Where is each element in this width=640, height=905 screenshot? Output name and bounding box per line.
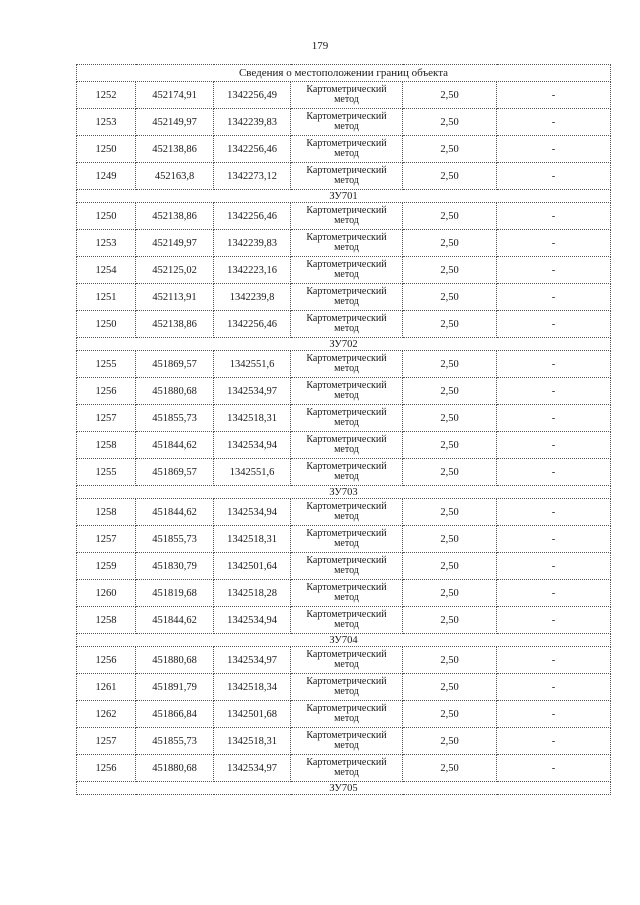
note-cell: - (497, 755, 611, 782)
method-line-1: Картометрический (306, 138, 387, 149)
y-coordinate-cell: 1342239,83 (214, 109, 291, 136)
method-line-2: метод (334, 363, 359, 374)
accuracy-cell: 2,50 (403, 109, 497, 136)
method-line-2: метод (334, 740, 359, 751)
accuracy-cell: 2,50 (403, 499, 497, 526)
method-line-1: Картометрический (306, 434, 387, 445)
note-cell: - (497, 647, 611, 674)
accuracy-cell: 2,50 (403, 311, 497, 338)
accuracy-cell: 2,50 (403, 459, 497, 486)
note-cell: - (497, 109, 611, 136)
note-cell: - (497, 230, 611, 257)
method-cell (291, 163, 403, 190)
y-coordinate-cell: 1342256,46 (214, 136, 291, 163)
note-cell: - (497, 432, 611, 459)
point-number-cell: 1256 (77, 378, 136, 405)
table-row (77, 755, 611, 782)
x-coordinate-cell: 452163,8 (136, 163, 214, 190)
y-coordinate-cell: 1342256,49 (214, 82, 291, 109)
method-cell (291, 284, 403, 311)
method-line-2: метод (334, 417, 359, 428)
x-coordinate-cell: 451880,68 (136, 378, 214, 405)
point-number-cell: 1259 (77, 553, 136, 580)
method-line-2: метод (334, 175, 359, 186)
note-cell: - (497, 311, 611, 338)
table-row (77, 311, 611, 338)
y-coordinate-cell: 1342518,34 (214, 674, 291, 701)
table-row (77, 526, 611, 553)
point-number-cell: 1260 (77, 580, 136, 607)
table-row (77, 163, 611, 190)
note-cell: - (497, 405, 611, 432)
note-cell: - (497, 607, 611, 634)
method-line-2: метод (334, 296, 359, 307)
zone-label: ЗУ705 (77, 782, 611, 795)
method-line-1: Картометрический (306, 380, 387, 391)
point-number-cell: 1250 (77, 311, 136, 338)
method-line-2: метод (334, 323, 359, 334)
method-cell (291, 257, 403, 284)
y-coordinate-cell: 1342551,6 (214, 351, 291, 378)
note-cell: - (497, 553, 611, 580)
note-cell: - (497, 378, 611, 405)
table-row (77, 203, 611, 230)
method-cell (291, 580, 403, 607)
y-coordinate-cell: 1342518,31 (214, 728, 291, 755)
method-line-2: метод (334, 269, 359, 280)
method-cell (291, 647, 403, 674)
note-cell: - (497, 163, 611, 190)
table-row (77, 351, 611, 378)
method-line-1: Картометрический (306, 703, 387, 714)
y-coordinate-cell: 1342534,94 (214, 432, 291, 459)
accuracy-cell: 2,50 (403, 728, 497, 755)
note-cell: - (497, 526, 611, 553)
x-coordinate-cell: 452138,86 (136, 311, 214, 338)
method-line-2: метод (334, 94, 359, 105)
method-line-1: Картометрический (306, 757, 387, 768)
method-line-1: Картометрический (306, 84, 387, 95)
accuracy-cell: 2,50 (403, 257, 497, 284)
accuracy-cell: 2,50 (403, 136, 497, 163)
x-coordinate-cell: 452138,86 (136, 203, 214, 230)
zone-label-row (77, 190, 611, 203)
method-cell (291, 553, 403, 580)
accuracy-cell: 2,50 (403, 284, 497, 311)
note-cell: - (497, 203, 611, 230)
table-row (77, 728, 611, 755)
point-number-cell: 1255 (77, 351, 136, 378)
zone-label: ЗУ704 (77, 634, 611, 647)
method-line-1: Картометрический (306, 407, 387, 418)
method-line-2: метод (334, 538, 359, 549)
table-row (77, 647, 611, 674)
point-number-cell: 1262 (77, 701, 136, 728)
method-line-1: Картометрический (306, 676, 387, 687)
table-row (77, 109, 611, 136)
method-line-2: метод (334, 686, 359, 697)
table-row (77, 674, 611, 701)
point-number-cell: 1258 (77, 432, 136, 459)
method-line-1: Картометрический (306, 286, 387, 297)
point-number-cell: 1258 (77, 607, 136, 634)
point-number-cell: 1250 (77, 136, 136, 163)
table-title-row (77, 65, 611, 82)
method-cell (291, 459, 403, 486)
method-line-2: метод (334, 471, 359, 482)
y-coordinate-cell: 1342239,83 (214, 230, 291, 257)
x-coordinate-cell: 451819,68 (136, 580, 214, 607)
zone-label-row (77, 782, 611, 795)
note-cell: - (497, 459, 611, 486)
method-cell (291, 405, 403, 432)
method-line-1: Картометрический (306, 582, 387, 593)
point-number-cell: 1252 (77, 82, 136, 109)
accuracy-cell: 2,50 (403, 405, 497, 432)
method-cell (291, 203, 403, 230)
method-cell (291, 499, 403, 526)
accuracy-cell: 2,50 (403, 755, 497, 782)
method-line-2: метод (334, 242, 359, 253)
point-number-cell: 1257 (77, 405, 136, 432)
method-cell (291, 755, 403, 782)
x-coordinate-cell: 451869,57 (136, 459, 214, 486)
table-row (77, 432, 611, 459)
y-coordinate-cell: 1342534,97 (214, 755, 291, 782)
accuracy-cell: 2,50 (403, 163, 497, 190)
method-line-2: метод (334, 767, 359, 778)
x-coordinate-cell: 452125,02 (136, 257, 214, 284)
note-cell: - (497, 499, 611, 526)
table-row (77, 553, 611, 580)
x-coordinate-cell: 451855,73 (136, 728, 214, 755)
y-coordinate-cell: 1342256,46 (214, 203, 291, 230)
method-line-1: Картометрический (306, 232, 387, 243)
zone-label: ЗУ703 (77, 486, 611, 499)
boundary-coordinates-table (76, 64, 611, 795)
point-number-cell: 1257 (77, 728, 136, 755)
method-cell (291, 607, 403, 634)
method-line-2: метод (334, 121, 359, 132)
accuracy-cell: 2,50 (403, 378, 497, 405)
table-row (77, 82, 611, 109)
point-number-cell: 1253 (77, 109, 136, 136)
x-coordinate-cell: 451880,68 (136, 647, 214, 674)
method-line-2: метод (334, 390, 359, 401)
table-row (77, 580, 611, 607)
method-line-2: метод (334, 215, 359, 226)
method-line-2: метод (334, 511, 359, 522)
table-title: Сведения о местоположении границ объекта (77, 65, 611, 82)
accuracy-cell: 2,50 (403, 230, 497, 257)
method-cell (291, 674, 403, 701)
y-coordinate-cell: 1342223,16 (214, 257, 291, 284)
method-line-2: метод (334, 592, 359, 603)
zone-label: ЗУ702 (77, 338, 611, 351)
x-coordinate-cell: 451844,62 (136, 607, 214, 634)
method-cell (291, 432, 403, 459)
zone-label-row (77, 634, 611, 647)
table-row (77, 607, 611, 634)
point-number-cell: 1250 (77, 203, 136, 230)
method-line-2: метод (334, 148, 359, 159)
zone-label-row (77, 338, 611, 351)
point-number-cell: 1251 (77, 284, 136, 311)
accuracy-cell: 2,50 (403, 203, 497, 230)
method-cell (291, 351, 403, 378)
note-cell: - (497, 701, 611, 728)
method-line-1: Картометрический (306, 165, 387, 176)
note-cell: - (497, 136, 611, 163)
accuracy-cell: 2,50 (403, 432, 497, 459)
method-cell (291, 82, 403, 109)
point-number-cell: 1257 (77, 526, 136, 553)
method-cell (291, 526, 403, 553)
x-coordinate-cell: 451869,57 (136, 351, 214, 378)
method-line-1: Картометрический (306, 353, 387, 364)
y-coordinate-cell: 1342273,12 (214, 163, 291, 190)
method-line-1: Картометрический (306, 649, 387, 660)
accuracy-cell: 2,50 (403, 647, 497, 674)
note-cell: - (497, 728, 611, 755)
method-cell (291, 311, 403, 338)
y-coordinate-cell: 1342501,64 (214, 553, 291, 580)
zone-label-row (77, 486, 611, 499)
y-coordinate-cell: 1342534,97 (214, 378, 291, 405)
method-line-2: метод (334, 659, 359, 670)
y-coordinate-cell: 1342239,8 (214, 284, 291, 311)
point-number-cell: 1255 (77, 459, 136, 486)
point-number-cell: 1261 (77, 674, 136, 701)
x-coordinate-cell: 452174,91 (136, 82, 214, 109)
table-row (77, 459, 611, 486)
table-row (77, 378, 611, 405)
point-number-cell: 1249 (77, 163, 136, 190)
method-line-1: Картометрический (306, 501, 387, 512)
method-line-2: метод (334, 619, 359, 630)
method-line-2: метод (334, 713, 359, 724)
method-line-1: Картометрический (306, 259, 387, 270)
x-coordinate-cell: 451855,73 (136, 405, 214, 432)
x-coordinate-cell: 451830,79 (136, 553, 214, 580)
zone-label: ЗУ701 (77, 190, 611, 203)
x-coordinate-cell: 452113,91 (136, 284, 214, 311)
accuracy-cell: 2,50 (403, 607, 497, 634)
note-cell: - (497, 351, 611, 378)
x-coordinate-cell: 451866,84 (136, 701, 214, 728)
accuracy-cell: 2,50 (403, 580, 497, 607)
y-coordinate-cell: 1342501,68 (214, 701, 291, 728)
table-row (77, 405, 611, 432)
method-cell (291, 136, 403, 163)
y-coordinate-cell: 1342518,31 (214, 526, 291, 553)
x-coordinate-cell: 451880,68 (136, 755, 214, 782)
y-coordinate-cell: 1342518,28 (214, 580, 291, 607)
page-number: 179 (311, 40, 329, 52)
method-line-1: Картометрический (306, 730, 387, 741)
method-cell (291, 701, 403, 728)
point-number-cell: 1258 (77, 499, 136, 526)
table-row (77, 136, 611, 163)
accuracy-cell: 2,50 (403, 526, 497, 553)
accuracy-cell: 2,50 (403, 351, 497, 378)
y-coordinate-cell: 1342534,97 (214, 647, 291, 674)
x-coordinate-cell: 452138,86 (136, 136, 214, 163)
note-cell: - (497, 580, 611, 607)
table-row (77, 230, 611, 257)
note-cell: - (497, 82, 611, 109)
method-line-1: Картометрический (306, 461, 387, 472)
table-row (77, 701, 611, 728)
method-line-2: метод (334, 444, 359, 455)
point-number-cell: 1256 (77, 647, 136, 674)
method-cell (291, 109, 403, 136)
y-coordinate-cell: 1342551,6 (214, 459, 291, 486)
method-line-1: Картометрический (306, 609, 387, 620)
method-cell (291, 378, 403, 405)
accuracy-cell: 2,50 (403, 674, 497, 701)
table-row (77, 257, 611, 284)
point-number-cell: 1253 (77, 230, 136, 257)
y-coordinate-cell: 1342534,94 (214, 499, 291, 526)
x-coordinate-cell: 452149,97 (136, 109, 214, 136)
note-cell: - (497, 284, 611, 311)
method-line-1: Картометрический (306, 313, 387, 324)
method-line-1: Картометрический (306, 528, 387, 539)
x-coordinate-cell: 451891,79 (136, 674, 214, 701)
method-cell (291, 728, 403, 755)
point-number-cell: 1256 (77, 755, 136, 782)
y-coordinate-cell: 1342256,46 (214, 311, 291, 338)
x-coordinate-cell: 451844,62 (136, 499, 214, 526)
note-cell: - (497, 674, 611, 701)
y-coordinate-cell: 1342534,94 (214, 607, 291, 634)
method-line-1: Картометрический (306, 111, 387, 122)
table-row (77, 499, 611, 526)
method-cell (291, 230, 403, 257)
x-coordinate-cell: 451844,62 (136, 432, 214, 459)
x-coordinate-cell: 452149,97 (136, 230, 214, 257)
point-number-cell: 1254 (77, 257, 136, 284)
x-coordinate-cell: 451855,73 (136, 526, 214, 553)
table-row (77, 284, 611, 311)
method-line-1: Картометрический (306, 205, 387, 216)
accuracy-cell: 2,50 (403, 701, 497, 728)
method-line-1: Картометрический (306, 555, 387, 566)
y-coordinate-cell: 1342518,31 (214, 405, 291, 432)
method-line-2: метод (334, 565, 359, 576)
note-cell: - (497, 257, 611, 284)
accuracy-cell: 2,50 (403, 553, 497, 580)
accuracy-cell: 2,50 (403, 82, 497, 109)
